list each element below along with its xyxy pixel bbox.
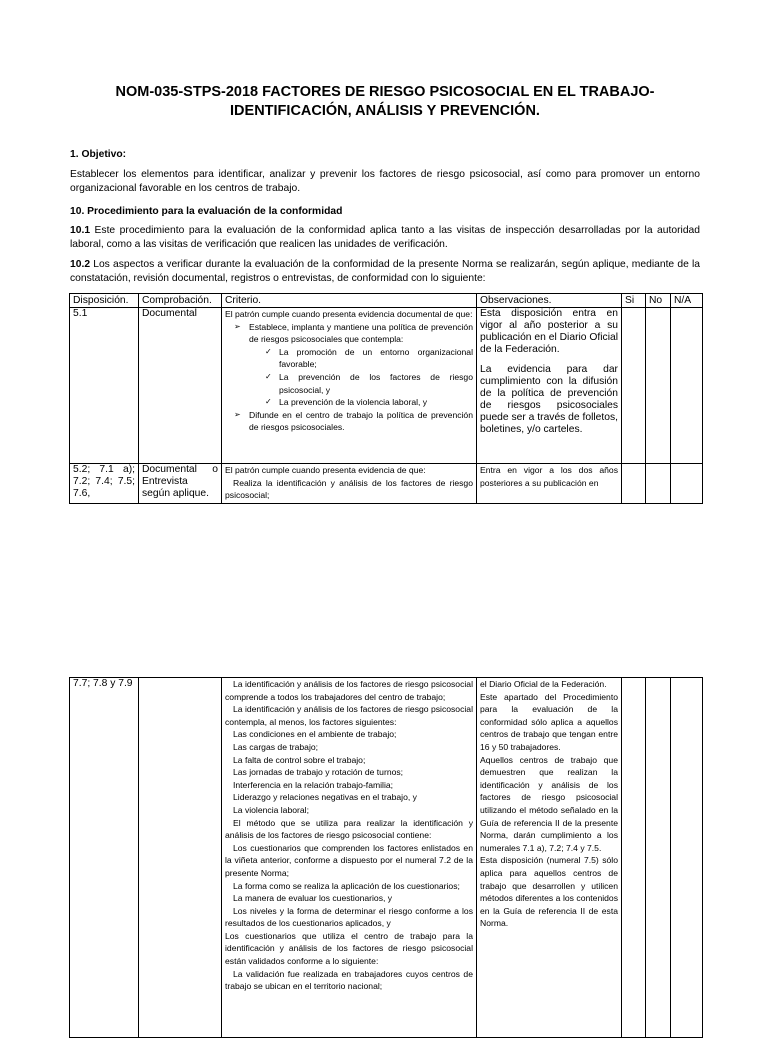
row3-criterio-line-12: La forma como se realiza la aplicación de los cuestionarios; <box>233 880 460 891</box>
row3-criterio-line-2: La identificación y análisis de los factores de riesgo psicosocial contempla, al menos, los factores siguientes: <box>225 704 473 727</box>
row3-criterio-line-5: La falta de control sobre el trabajo; <box>233 754 366 765</box>
row1-criterio-bullet-1: ➢ Establece, implanta y mantiene una política de prevención de riesgos psicosociales que contempla: <box>225 321 473 346</box>
row3-disposicion: 7.7; 7.8 y 7.9 <box>70 678 139 1038</box>
row3-criterio-line-4: Las cargas de trabajo; <box>233 741 319 752</box>
objetivo-text: Establecer los elementos para identificar, analizar y prevenir los factores de riesgo psicosocial, así como para promover un entorno organizacional favorable en los centros de trabajo. <box>70 169 700 194</box>
row3-criterio-line-10: El método que se utiliza para realizar la identificación y análisis de los factores de riesgo psicosocial contiene: <box>225 817 473 841</box>
row3-no-cell[interactable] <box>646 678 671 1038</box>
row3-criterio-line-1: La identificación y análisis de los factores de riesgo psicosocial comprende a todos los trabajadores del centro de trabajo; <box>225 679 473 702</box>
row2-disposicion: 5.2; 7.1 a); 7.2; 7.4; 7.5; 7.6, <box>70 464 139 504</box>
row1-na-cell[interactable] <box>671 308 703 464</box>
row1-criterio-check-2: ✓ La prevención de los factores de riesgo psicosocial, y <box>225 371 473 396</box>
title-line-2: IDENTIFICACIÓN, ANÁLISIS Y PREVENCIÓN. <box>230 103 540 119</box>
row1-si-cell[interactable] <box>622 308 646 464</box>
conformity-table-part-1 <box>69 293 703 504</box>
paragraph-10-1-text: Este procedimiento para la evaluación de la conformidad aplica tanto a las visitas de inspección desarrolladas por la autoridad laboral, como a las visitas de verificación que realicen las unidades de verificación. <box>70 225 700 250</box>
procedimiento-heading: 10. Procedimiento para la evaluación de la conformidad <box>70 206 343 217</box>
row3-na-cell[interactable] <box>671 678 703 1038</box>
row2-na-cell[interactable] <box>671 464 703 504</box>
row1-criterio <box>222 308 477 464</box>
paragraph-10-1-number: 10.1 <box>70 225 91 236</box>
row3-comprobacion <box>139 678 222 1038</box>
row2-comprobacion: Documental o Entrevista según aplique. <box>139 464 222 504</box>
row2-criterio <box>222 464 477 504</box>
row1-criterio-intro: El patrón cumple cuando presenta evidencia documental de que: <box>225 309 473 319</box>
paragraph-10-1 <box>70 224 700 252</box>
table-header-row <box>70 294 703 308</box>
row2-criterio-intro: El patrón cumple cuando presenta evidencia de que: <box>225 465 426 475</box>
row3-criterio-line-9: La violencia laboral; <box>233 804 309 815</box>
row2-criterio-line: Realiza la identificación y análisis de los factores de riesgo psicosocial; <box>225 477 473 501</box>
row1-observaciones <box>477 308 622 464</box>
title-line-1: NOM-035-STPS-2018 FACTORES DE RIESGO PSICOSOCIAL EN EL TRABAJO- <box>115 84 655 100</box>
header-si: Si <box>622 294 646 308</box>
row1-comprobacion: Documental <box>139 308 222 464</box>
row3-criterio-line-15: Los cuestionarios que utiliza el centro de trabajo para la identificación y análisis de los factores de riesgo psicosocial están validados conforme a lo siguiente: <box>225 930 473 967</box>
row3-criterio-line-8: Liderazgo y relaciones negativas en el trabajo, y <box>233 792 417 803</box>
row3-obs-line-4: Esta disposición (numeral 7.5) sólo aplica para aquellos centros de trabajo que desarrollen y utilicen métodos diferentes a los contenidos en la Guía de referencia II de esta Norma. <box>480 855 618 929</box>
table-row <box>70 308 703 464</box>
row3-obs-line-1: el Diario Oficial de la Federación. <box>480 679 607 689</box>
objetivo-heading: 1. Objetivo: <box>70 149 127 160</box>
row1-no-cell[interactable] <box>646 308 671 464</box>
row3-observaciones <box>477 678 622 1038</box>
header-na: N/A <box>671 294 703 308</box>
header-criterio: Criterio. <box>222 294 477 308</box>
row1-obs-p1: Esta disposición entra en vigor al año posterior a su publicación en el Diario Oficial de la Federación. <box>480 308 618 355</box>
row1-disposicion: 5.1 <box>70 308 139 464</box>
row1-obs-p2: La evidencia para dar cumplimiento con la difusión de la política de prevención de riesgos psicosociales puede ser a través de folletos, boletines, y/o carteles. <box>480 364 618 435</box>
row2-no-cell[interactable] <box>646 464 671 504</box>
table-row <box>70 678 703 1038</box>
document-title <box>70 83 700 121</box>
header-comprobacion: Comprobación. <box>139 294 222 308</box>
row3-obs-line-2: Este apartado del Procedimiento para la evaluación de la conformidad sólo aplica a aquellos centros de trabajo que tengan entre 16 y 50 trabajadores. <box>480 691 618 752</box>
row2-si-cell[interactable] <box>622 464 646 504</box>
conformity-table-part-2 <box>69 677 703 1038</box>
row3-criterio-line-3: Las condiciones en el ambiente de trabajo; <box>233 729 397 740</box>
row2-observaciones: Entra en vigor a los dos años posteriores a su publicación en <box>477 464 622 504</box>
row3-criterio-line-16: La validación fue realizada en trabajadores cuyos centros de trabajo se ubican en el territorio nacional; <box>225 968 473 992</box>
row3-si-cell[interactable] <box>622 678 646 1038</box>
paragraph-10-2-text: Los aspectos a verificar durante la evaluación de la conformidad de la presente Norma se realizarán, según aplique, mediante de la constatación, revisión documental, registros o entrevistas, de conformidad con lo siguiente: <box>70 259 700 284</box>
row1-criterio-bullet-2: ➢ Difunde en el centro de trabajo la política de prevención de riesgos psicosociales. <box>225 409 473 434</box>
paragraph-10-2-number: 10.2 <box>70 259 91 270</box>
row3-criterio-line-14: Los niveles y la forma de determinar el riesgo conforme a los resultados de los cuestionarios aplicados, y <box>225 905 473 929</box>
header-observaciones: Observaciones. <box>477 294 622 308</box>
header-disposicion: Disposición. <box>70 294 139 308</box>
paragraph-10-2 <box>70 258 700 286</box>
row3-criterio-line-13: La manera de evaluar los cuestionarios, y <box>233 893 393 904</box>
table-row <box>70 464 703 504</box>
row1-criterio-check-3: ✓ La prevención de la violencia laboral, y <box>225 396 473 409</box>
header-no: No <box>646 294 671 308</box>
row3-criterio-line-11: Los cuestionarios que comprenden los factores enlistados en la viñeta anterior, conforme a dispuesto por el numeral 7.2 de la presente Norma; <box>225 842 473 878</box>
row1-criterio-check-1: ✓ La promoción de un entorno organizacional favorable; <box>225 346 473 371</box>
row3-criterio-line-6: Las jornadas de trabajo y rotación de turnos; <box>233 767 404 778</box>
row3-obs-line-3: Aquellos centros de trabajo que demuestren que realizan la identificación y análisis de los factores de riesgo psicosocial utilizando el método señalado en la Guía de referencia II de la presente Norma, darán cumplimiento a los numerales 7.1 a), 7.2; 7.4 y 7.5. <box>480 754 618 853</box>
row3-criterio-line-7: Interferencia en la relación trabajo-familia; <box>233 779 394 790</box>
row3-criterio <box>222 678 477 1038</box>
